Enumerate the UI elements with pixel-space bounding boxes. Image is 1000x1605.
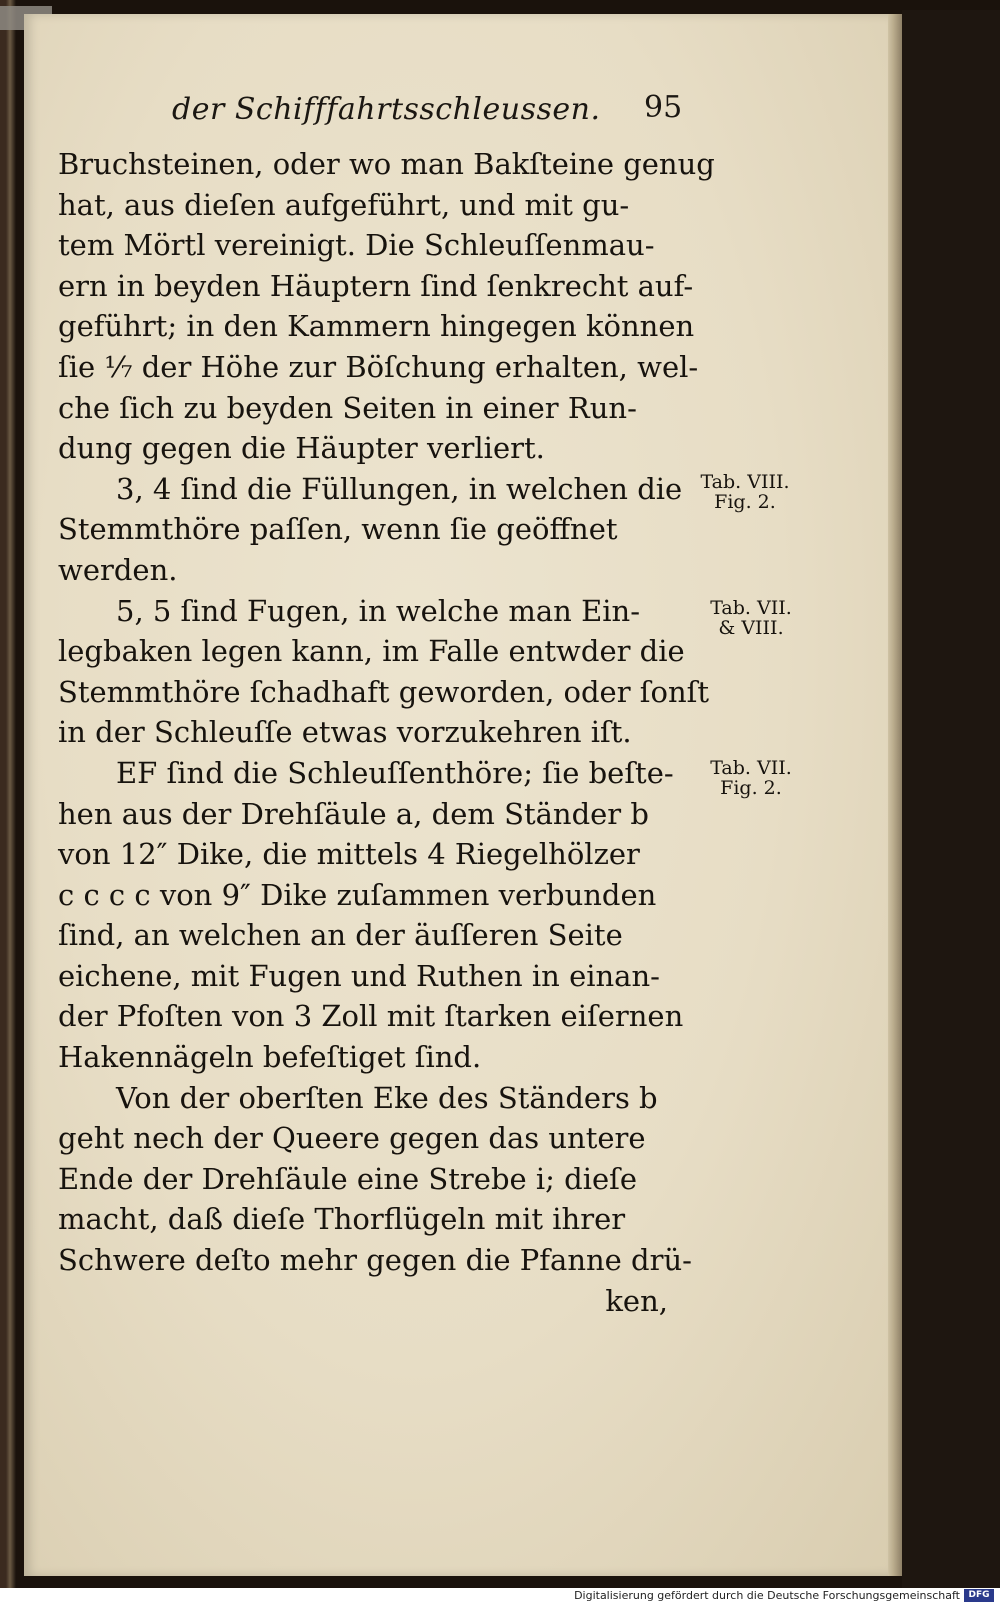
text-line: Ende der Drehſäule eine Strebe i; dieſe [58,1161,638,1196]
text-line: ſind, an welchen an der äuſſeren Seite [58,918,623,953]
running-head: der Schifffahrtsschleussen. [172,92,601,127]
text-line: von 12″ Dike, die mittels 4 Riegelhölzer [58,837,640,872]
text-line: eichene, mit Fugen und Ruthen in einan- [58,958,660,993]
margin-note-fig: Fig. 2. [714,491,776,513]
body-text [58,144,715,1321]
margin-note-tab: Tab. VIII. [700,471,790,493]
text-line: Hakennägeln befeſtiget ſind. [58,1040,482,1075]
text-line: tem Mörtl vereinigt. Die Schleuſſenmau- [58,228,655,263]
dfg-logo-icon: DFG [964,1589,994,1602]
page-number: 95 [644,90,683,125]
text-line: ſie ⅐ der Höhe zur Böſchung erhalten, wel- [58,349,699,384]
text-line: EF ſind die Schleuſſenthöre; ſie beſte- [116,755,674,790]
text-line: geht nech der Queere gegen das untere [58,1121,646,1156]
text-line: in der Schleuſſe etwas vorzukehren iſt. [58,715,632,750]
text-line: werden. [58,552,178,587]
page-edge [888,14,902,1576]
text-line: Von der oberſten Eke des Ständers b [116,1080,658,1115]
text-line: hen aus der Drehſäule a, dem Ständer b [58,796,649,831]
text-line: legbaken legen kann, im Falle entwder die [58,634,685,669]
text-line: Bruchsteinen, oder wo man Bakſteine genug [58,147,715,181]
text-line: der Pfoſten von 3 Zoll mit ſtarken eiſernen [58,999,684,1034]
text-line: dung gegen die Häupter verliert. [58,431,545,466]
margin-note-fig: & VIII. [718,617,784,639]
text-line: 5, 5 ſind Fugen, in welche man Ein- [116,593,640,628]
margin-note [696,598,806,638]
text-line: Schwere deſto mehr gegen die Pfanne drü- [58,1243,692,1278]
text-line: geführt; in den Kammern hingegen können [58,309,695,344]
scan-border-right [902,10,1000,1588]
funding-notice: Digitalisierung gefördert durch die Deutsche Forschungsgemeinschaft [574,1589,960,1602]
margin-note-tab: Tab. VII. [710,597,792,619]
text-line: 3, 4 ſind die Füllungen, in welchen die [116,471,683,506]
footer-bar [0,1588,1000,1605]
text-line: macht, daß dieſe Thorflügeln mit ihrer [58,1202,626,1237]
margin-note [690,472,800,512]
page-header [172,86,692,136]
catchword: ken, [605,1283,668,1318]
margin-note [696,758,806,798]
margin-note-tab: Tab. VII. [710,757,792,779]
text-line: hat, aus dieſen aufgeführt, und mit gu- [58,187,630,222]
text-line: Stemmthöre ſchadhaft geworden, oder ſonſt [58,674,710,709]
margin-note-fig: Fig. 2. [720,777,782,799]
text-line: che ſich zu beyden Seiten in einer Run- [58,390,637,425]
text-line: c c c c von 9″ Dike zuſammen verbunden [58,877,657,912]
text-line: ern in beyden Häuptern ſind ſenkrecht auf- [58,268,694,303]
text-line: Stemmthöre paſſen, wenn ſie geöffnet [58,512,618,547]
